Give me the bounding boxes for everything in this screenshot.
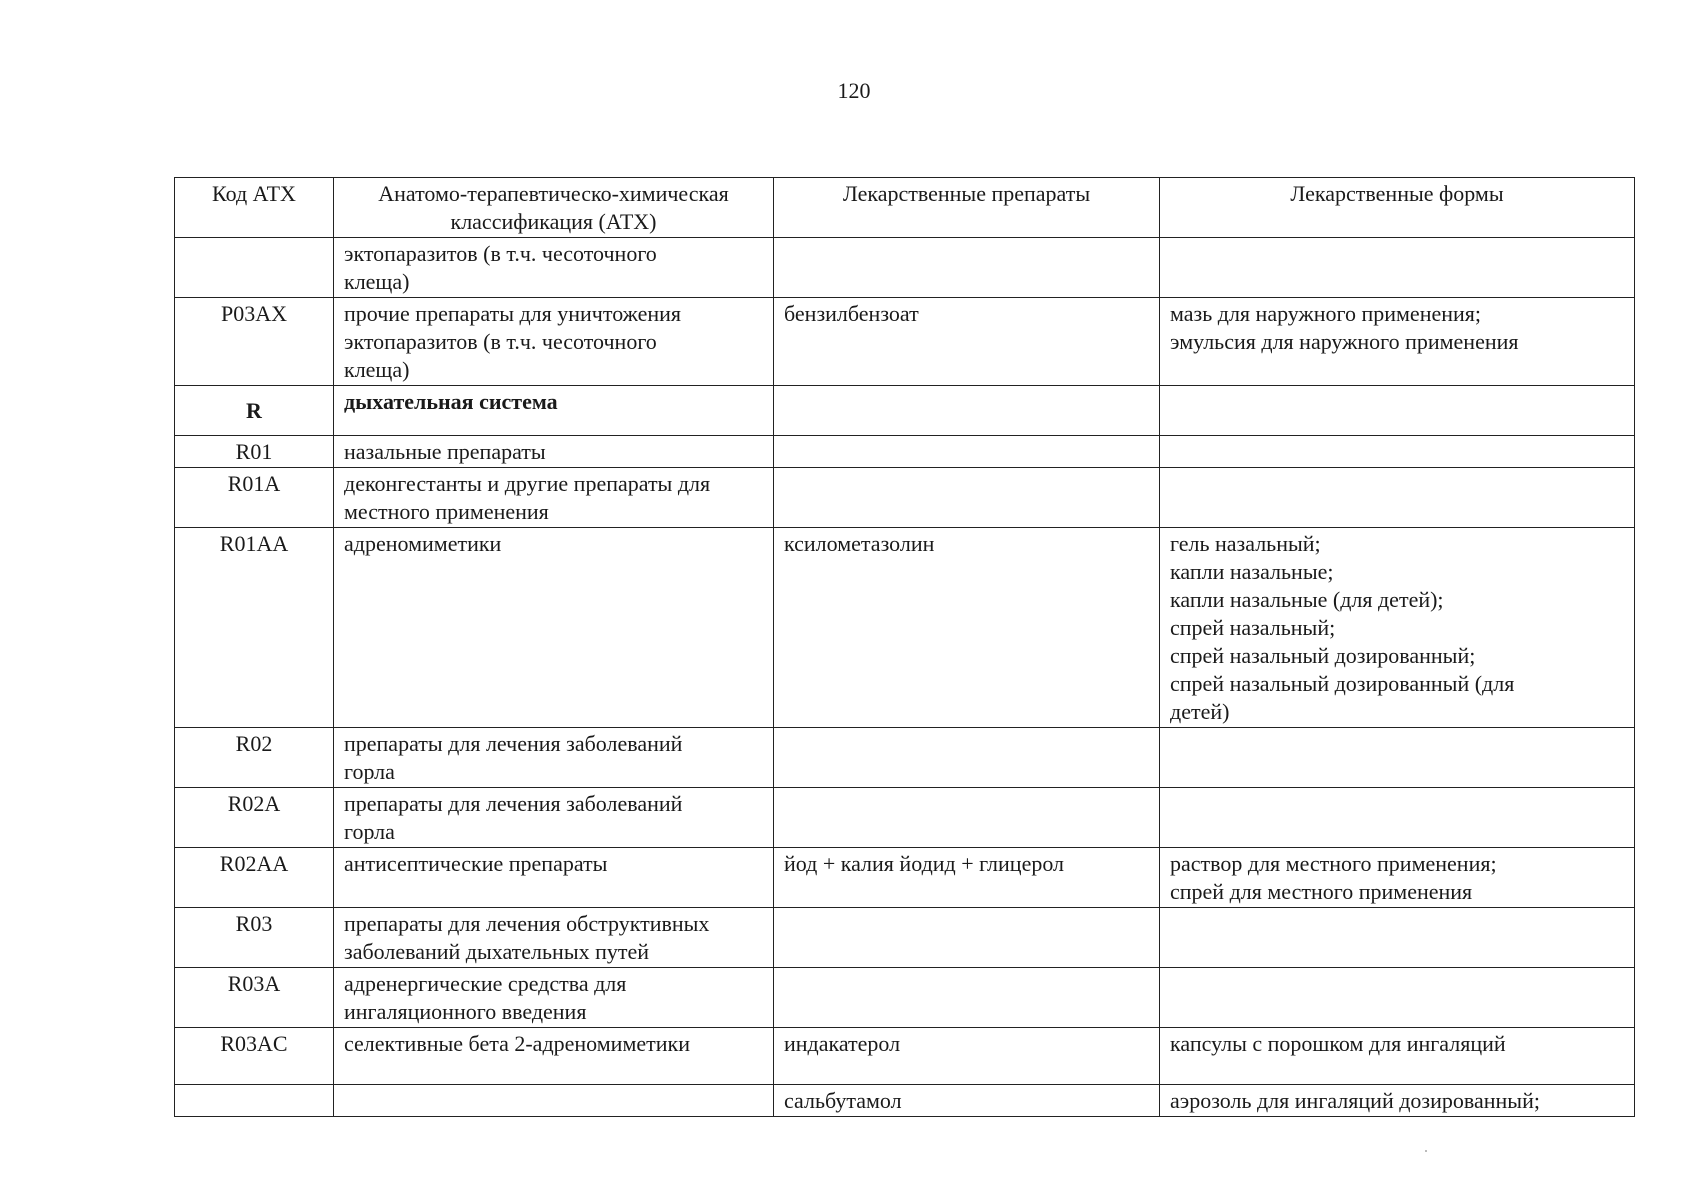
scan-speck bbox=[1425, 1150, 1427, 1152]
table-row bbox=[175, 1028, 1635, 1085]
cell-atc-code: R02A bbox=[175, 788, 334, 848]
cell-classification: препараты для лечения заболеваний горла bbox=[334, 788, 774, 848]
cell-dosage-forms: капсулы с порошком для ингаляций bbox=[1160, 1028, 1635, 1085]
cell-dosage-forms bbox=[1160, 238, 1635, 298]
table-row bbox=[175, 468, 1635, 528]
header-atc-code: Код АТХ bbox=[175, 178, 334, 238]
cell-drugs bbox=[774, 238, 1160, 298]
cell-atc-code: R01 bbox=[175, 436, 334, 468]
cell-atc-code bbox=[175, 238, 334, 298]
cell-dosage-forms: аэрозоль для ингаляций дозированный; bbox=[1160, 1085, 1635, 1117]
cell-drugs bbox=[774, 468, 1160, 528]
cell-drugs bbox=[774, 436, 1160, 468]
page-number: 120 bbox=[837, 78, 871, 103]
cell-drugs bbox=[774, 908, 1160, 968]
cell-drugs bbox=[774, 968, 1160, 1028]
cell-drugs: сальбутамол bbox=[774, 1085, 1160, 1117]
cell-drugs bbox=[774, 788, 1160, 848]
table-row bbox=[175, 968, 1635, 1028]
header-atc-classification: Анатомо-терапевтическо-химическая классификация (АТХ) bbox=[334, 178, 774, 238]
cell-drugs: йод + калия йодид + глицерол bbox=[774, 848, 1160, 908]
cell-atc-code: R03AC bbox=[175, 1028, 334, 1085]
cell-classification: дыхательная система bbox=[334, 386, 774, 436]
table-header-row bbox=[175, 178, 1635, 238]
atc-drug-table bbox=[174, 177, 1635, 1117]
cell-dosage-forms bbox=[1160, 968, 1635, 1028]
cell-drugs: индакатерол bbox=[774, 1028, 1160, 1085]
cell-dosage-forms: мазь для наружного применения; эмульсия для наружного применения bbox=[1160, 298, 1635, 386]
cell-drugs bbox=[774, 386, 1160, 436]
table-row bbox=[175, 238, 1635, 298]
cell-classification: антисептические препараты bbox=[334, 848, 774, 908]
cell-dosage-forms bbox=[1160, 908, 1635, 968]
table-row bbox=[175, 298, 1635, 386]
header-dosage-forms: Лекарственные формы bbox=[1160, 178, 1635, 238]
cell-dosage-forms bbox=[1160, 728, 1635, 788]
cell-dosage-forms: гель назальный; капли назальные; капли назальные (для детей); спрей назальный; спрей назальный дозированный; спрей назальный дозированный (для детей) bbox=[1160, 528, 1635, 728]
table-row bbox=[175, 436, 1635, 468]
cell-atc-code: R03A bbox=[175, 968, 334, 1028]
cell-atc-code: R01A bbox=[175, 468, 334, 528]
cell-drugs bbox=[774, 728, 1160, 788]
cell-atc-code: P03AX bbox=[175, 298, 334, 386]
cell-classification: препараты для лечения обструктивных заболеваний дыхательных путей bbox=[334, 908, 774, 968]
cell-classification: препараты для лечения заболеваний горла bbox=[334, 728, 774, 788]
cell-atc-code: R bbox=[175, 386, 334, 436]
cell-dosage-forms bbox=[1160, 788, 1635, 848]
table-row bbox=[175, 1085, 1635, 1117]
cell-dosage-forms bbox=[1160, 386, 1635, 436]
cell-classification bbox=[334, 1085, 774, 1117]
cell-classification: адреномиметики bbox=[334, 528, 774, 728]
cell-dosage-forms bbox=[1160, 468, 1635, 528]
table-row bbox=[175, 528, 1635, 728]
cell-classification: селективные бета 2-адреномиметики bbox=[334, 1028, 774, 1085]
cell-dosage-forms bbox=[1160, 436, 1635, 468]
cell-drugs: ксилометазолин bbox=[774, 528, 1160, 728]
cell-classification: деконгестанты и другие препараты для местного применения bbox=[334, 468, 774, 528]
cell-atc-code: R03 bbox=[175, 908, 334, 968]
table-row bbox=[175, 728, 1635, 788]
cell-classification: адренергические средства для ингаляционного введения bbox=[334, 968, 774, 1028]
cell-classification: назальные препараты bbox=[334, 436, 774, 468]
header-drugs: Лекарственные препараты bbox=[774, 178, 1160, 238]
cell-drugs: бензилбензоат bbox=[774, 298, 1160, 386]
cell-atc-code bbox=[175, 1085, 334, 1117]
table-row bbox=[175, 788, 1635, 848]
table-section-row bbox=[175, 386, 1635, 436]
cell-atc-code: R01AA bbox=[175, 528, 334, 728]
cell-classification: прочие препараты для уничтожения эктопаразитов (в т.ч. чесоточного клеща) bbox=[334, 298, 774, 386]
table-row bbox=[175, 848, 1635, 908]
table-row bbox=[175, 908, 1635, 968]
cell-dosage-forms: раствор для местного применения; спрей для местного применения bbox=[1160, 848, 1635, 908]
cell-classification: эктопаразитов (в т.ч. чесоточного клеща) bbox=[334, 238, 774, 298]
cell-atc-code: R02 bbox=[175, 728, 334, 788]
cell-atc-code: R02AA bbox=[175, 848, 334, 908]
